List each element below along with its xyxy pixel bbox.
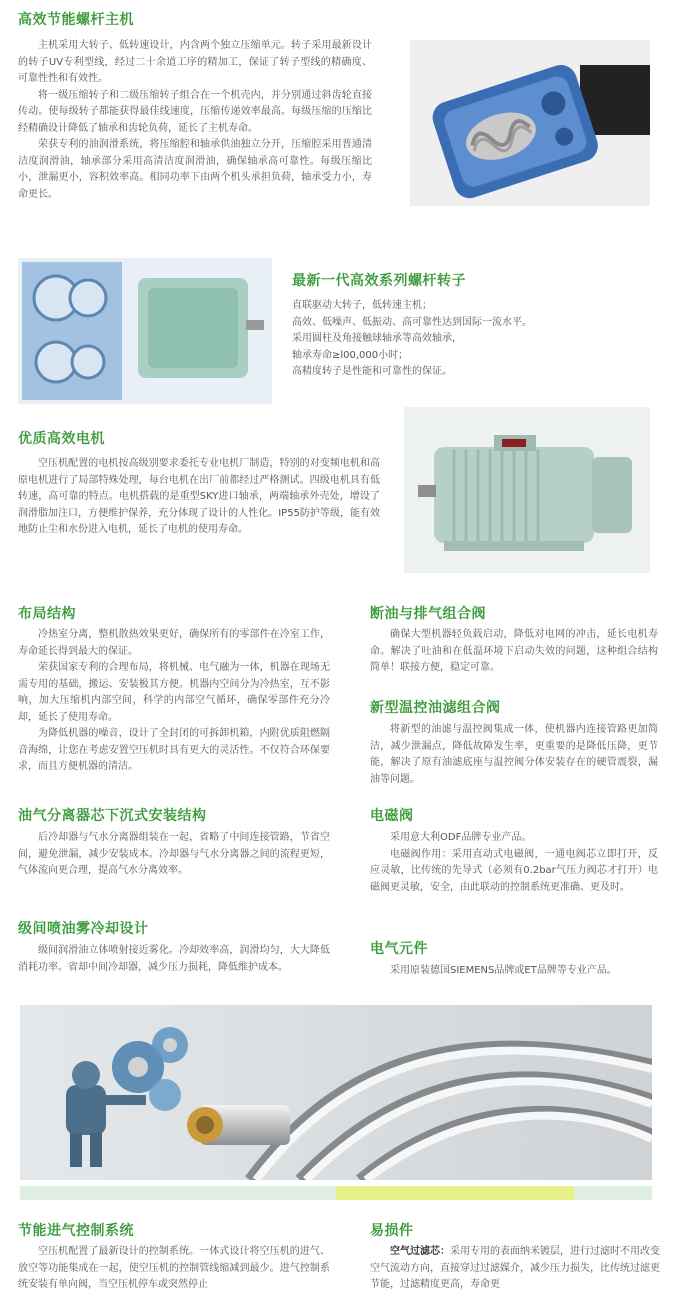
section-title-wear-parts: 易损件 [370, 1223, 414, 1239]
decorative-band-accent [336, 1186, 574, 1200]
paragraph: 将一级压缩转子和二级压缩转子组合在一个机壳内，并分别通过斜齿轮直接传动。使每级转子都能获得最佳线速度，压缩传递效率最高。每级压缩的压缩比经精确设计降低了轴承和齿轮负荷，延长了主机寿命。 [18, 89, 372, 134]
paragraph: 主机采用大转子、低转速设计，内含两个独立压缩单元。转子采用最新设计的转子UV专利型线，经过二十余道工序的精加工，保证了转子型线的精确度、可靠性性和有效性。 [18, 40, 372, 84]
paragraph: 电磁阀作用：采用直动式电磁阀，一通电阀芯立即打开，反应灵敏，比传统的先导式（必须有0.2bar气压力阀芯才打开）电磁阀更灵敏，安全，由此联动的控制系统更准确、更及时。 [370, 848, 658, 893]
section-body-solenoid-valve [370, 830, 658, 896]
section-title-temp-oil-filter: 新型温控油滤组合阀 [370, 700, 501, 716]
air-filter-label: 空气过滤芯： [390, 1246, 450, 1257]
section-body-screw-main-unit [18, 38, 372, 203]
section-body-wear-parts [370, 1244, 660, 1294]
list-item: 高效、低噪声、低振动、高可靠性达到国际一流水平。 [292, 316, 532, 328]
paragraph: 空压机配置的电机按高级别要求委托专业电机厂制造，特别的对变频电机和高原电机进行了局部特殊处理，每台电机在出厂前都经过严格测试。四级电机具有低转速，高可靠的特点。电机搭载的是重型SKY进口轴承，两端轴承外壳处，增设了润滑脂加注口，方便维护保养，充分体现了设计的人性化。IP55防护等级，能有效地防止尘和水份进入电机，延长了电机的使用寿命。 [18, 458, 380, 535]
motor-image [404, 407, 650, 573]
list-item: 高精度转子是性能和可靠性的保证。 [292, 366, 452, 377]
paragraph: 级间润滑油立体喷射接近雾化。冷却效率高，润滑均匀，大大降低消耗功率。省却中间冷却器，减少压力损耗，降低维护成本。 [18, 945, 330, 973]
paragraph: 为降低机器的噪音，设计了全封闭的可拆卸机箱，内附优质阻燃隔音海绵，让您在考虑安置空压机时具有更大的灵活性。不仅符合环保要求，而且方便机器的清洁。 [18, 728, 330, 772]
section-title-layout: 布局结构 [18, 606, 76, 622]
section-title-electrical: 电气元件 [370, 941, 428, 957]
paragraph: 采用意大利ODF品牌专业产品。 [390, 832, 532, 843]
section-body-layout [18, 627, 330, 776]
section-title-separator: 油气分离器芯下沉式安装结构 [18, 808, 207, 824]
list-item: 直联驱动大转子，低转速主机； [292, 300, 432, 311]
section-body-rotor [292, 298, 662, 381]
section-title-solenoid-valve: 电磁阀 [370, 808, 414, 824]
section-title-motor: 优质高效电机 [18, 431, 105, 447]
section-body-oil-exhaust-valve [370, 627, 658, 677]
gear-robot-banner-image [20, 1005, 652, 1180]
screw-compressor-image [410, 40, 650, 206]
paragraph: 荣获专利的油润滑系统，将压缩腔和轴承供油独立分开，压缩腔采用普通清洁度润滑油，轴承部分采用高清洁度润滑油，确保轴承高可靠性。每级压缩比小，泄漏更小，容积效率高。相同功率下由两个机头承担负荷，轴承受力小，寿命更长。 [18, 139, 372, 200]
section-body-motor [18, 456, 380, 539]
paragraph: 荣获国家专利的合理布局，将机械、电气融为一体，机器在现场无需专用的基础，搬运、安装极其方便。机器内空间分为冷热室，互不影响，加大压缩机内部空间，科学的内部空气循环，确保零部件充分冷却，延长了使用寿命。 [18, 662, 330, 723]
section-title-screw-main-unit: 高效节能螺杆主机 [18, 12, 134, 28]
paragraph: 冷热室分离，整机散热效果更好，确保所有的零部件在冷室工作，寿命延长得到最大的保证。 [18, 629, 330, 657]
rotor-image [18, 258, 272, 404]
section-title-oil-mist: 级间喷油雾冷却设计 [18, 921, 149, 937]
section-body-separator [18, 830, 330, 880]
section-body-electrical [370, 963, 670, 980]
section-body-oil-mist [18, 943, 330, 976]
paragraph: 后冷却器与气水分离器组装在一起，省略了中间连接管路，节省空间，避免泄漏，减少安装成本。冷却器与气水分离器之间的流程更短，气体流向更合理，提高气水分离效率。 [18, 832, 330, 876]
section-body-temp-oil-filter [370, 722, 658, 788]
section-title-rotor: 最新一代高效系列螺杆转子 [292, 273, 466, 289]
paragraph: 确保大型机器轻负载启动，降低对电网的冲击，延长电机寿命。解决了吐油和在低温环境下启动失效的问题，这种组合结构简单！联接方便，稳定可靠。 [370, 629, 658, 673]
decorative-band-right [574, 1186, 652, 1200]
section-body-intake-control [18, 1244, 330, 1294]
decorative-band-left [20, 1186, 336, 1200]
paragraph: 采用专用的表面纳米镀层，进行过滤时不用改变空气流动方向，直接穿过过滤媒介，减少压力损失，比传统过滤更节能，过滤精度更高，寿命更 [370, 1246, 660, 1290]
list-item: 轴承寿命≥l00,000小时； [292, 349, 409, 361]
section-title-oil-exhaust-valve: 断油与排气组合阀 [370, 606, 486, 622]
paragraph: 空压机配置了最新设计的控制系统。一体式设计将空压机的进气、放空等功能集成在一起，使空压机的控制管线缩减到最少。进气控制系统安装有单向阀，当空压机停车或突然停止 [18, 1246, 330, 1290]
paragraph: 将新型的油滤与温控阀集成一体，使机器内连接管路更加简洁，减少泄漏点，降低故障发生率，更重要的是降低压降，更节能，解决了原有油滤底座与温控阀分体安装存在的硬管震裂，漏油等问题。 [370, 724, 658, 785]
section-title-intake-control: 节能进气控制系统 [18, 1223, 134, 1239]
list-item: 采用圆柱及角接触球轴承等高效轴承， [292, 333, 462, 344]
paragraph: 采用原装德国SIEMENS品牌或ET品牌等专业产品。 [390, 965, 617, 976]
